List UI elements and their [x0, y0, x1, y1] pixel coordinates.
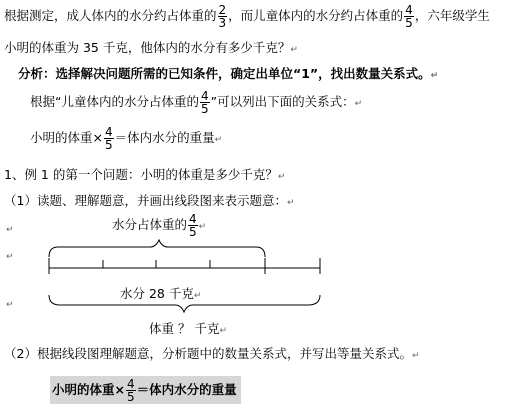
return-mark: ↵	[214, 135, 223, 145]
return-mark: ↵	[277, 172, 286, 182]
return-mark: ↵	[6, 225, 14, 235]
return-mark: ↵	[6, 252, 14, 262]
fraction-four-fifths: $\frac{4}{5}$	[105, 125, 113, 152]
return-mark: ↵	[193, 291, 202, 301]
fraction-four-fifths: $\frac{4}{5}$	[200, 89, 209, 116]
diagram-top-label: 水分占体重的 $\frac{4}{5}$ ↵	[112, 212, 207, 239]
step2-line: （2）根据线段图理解题意，分析题中的数量关系式，并写出等量关系式。↵	[4, 346, 420, 361]
top-brace	[49, 240, 265, 257]
paragraph-intro-line2: 小明的体重为 35 千克，他体内的水分有多少千克？↵	[4, 40, 298, 55]
fraction-four-fifths: $\frac{4}{5}$	[189, 212, 197, 239]
return-mark: ↵	[219, 326, 227, 336]
example-line: 1、例 1 的第一个问题：小明的体重是多少千克？↵	[4, 167, 286, 182]
fraction-four-fifths: $\frac{4}{5}$	[127, 377, 135, 404]
intro-text-c: ，六年级学生	[414, 8, 490, 23]
return-mark: ↵	[198, 222, 207, 232]
return-mark: ↵	[430, 71, 439, 81]
return-mark: ↵	[290, 45, 298, 55]
basis-line: 根据“儿童体内的水分占体重的 $\frac{4}{5}$ ”可以列出下面的关系式：↵	[30, 89, 363, 116]
diagram-weight-label: 体重 ？ 千克↵	[149, 321, 227, 336]
intro-text-b: ，而儿童体内的水分约占体重的	[228, 8, 404, 23]
return-mark: ↵	[6, 300, 14, 310]
step1-line: （1）读题、理解题意，并画出线段图来表示题意：↵	[4, 193, 295, 208]
return-mark: ↵	[354, 99, 363, 109]
fraction-four-fifths: $\frac{4}{5}$	[405, 3, 413, 30]
return-mark: ↵	[286, 198, 295, 208]
diagram-water-label: 水分 28 千克↵	[120, 286, 202, 301]
relation-line-2: 小明的体重× $\frac{4}{5}$ ＝体内水分的重量	[50, 376, 241, 404]
fraction-two-thirds: $\frac{2}{3}$	[218, 3, 227, 30]
analysis-line: 分析：选择解决问题所需的已知条件，确定出单位“1”，找出数量关系式。↵	[18, 66, 439, 81]
return-mark: ↵	[411, 351, 420, 361]
relation-line-1: 小明的体重× $\frac{4}{5}$ ＝体内水分的重量↵	[30, 125, 223, 152]
intro-text-a: 根据测定，成人体内的水分约占体重的	[4, 8, 217, 23]
